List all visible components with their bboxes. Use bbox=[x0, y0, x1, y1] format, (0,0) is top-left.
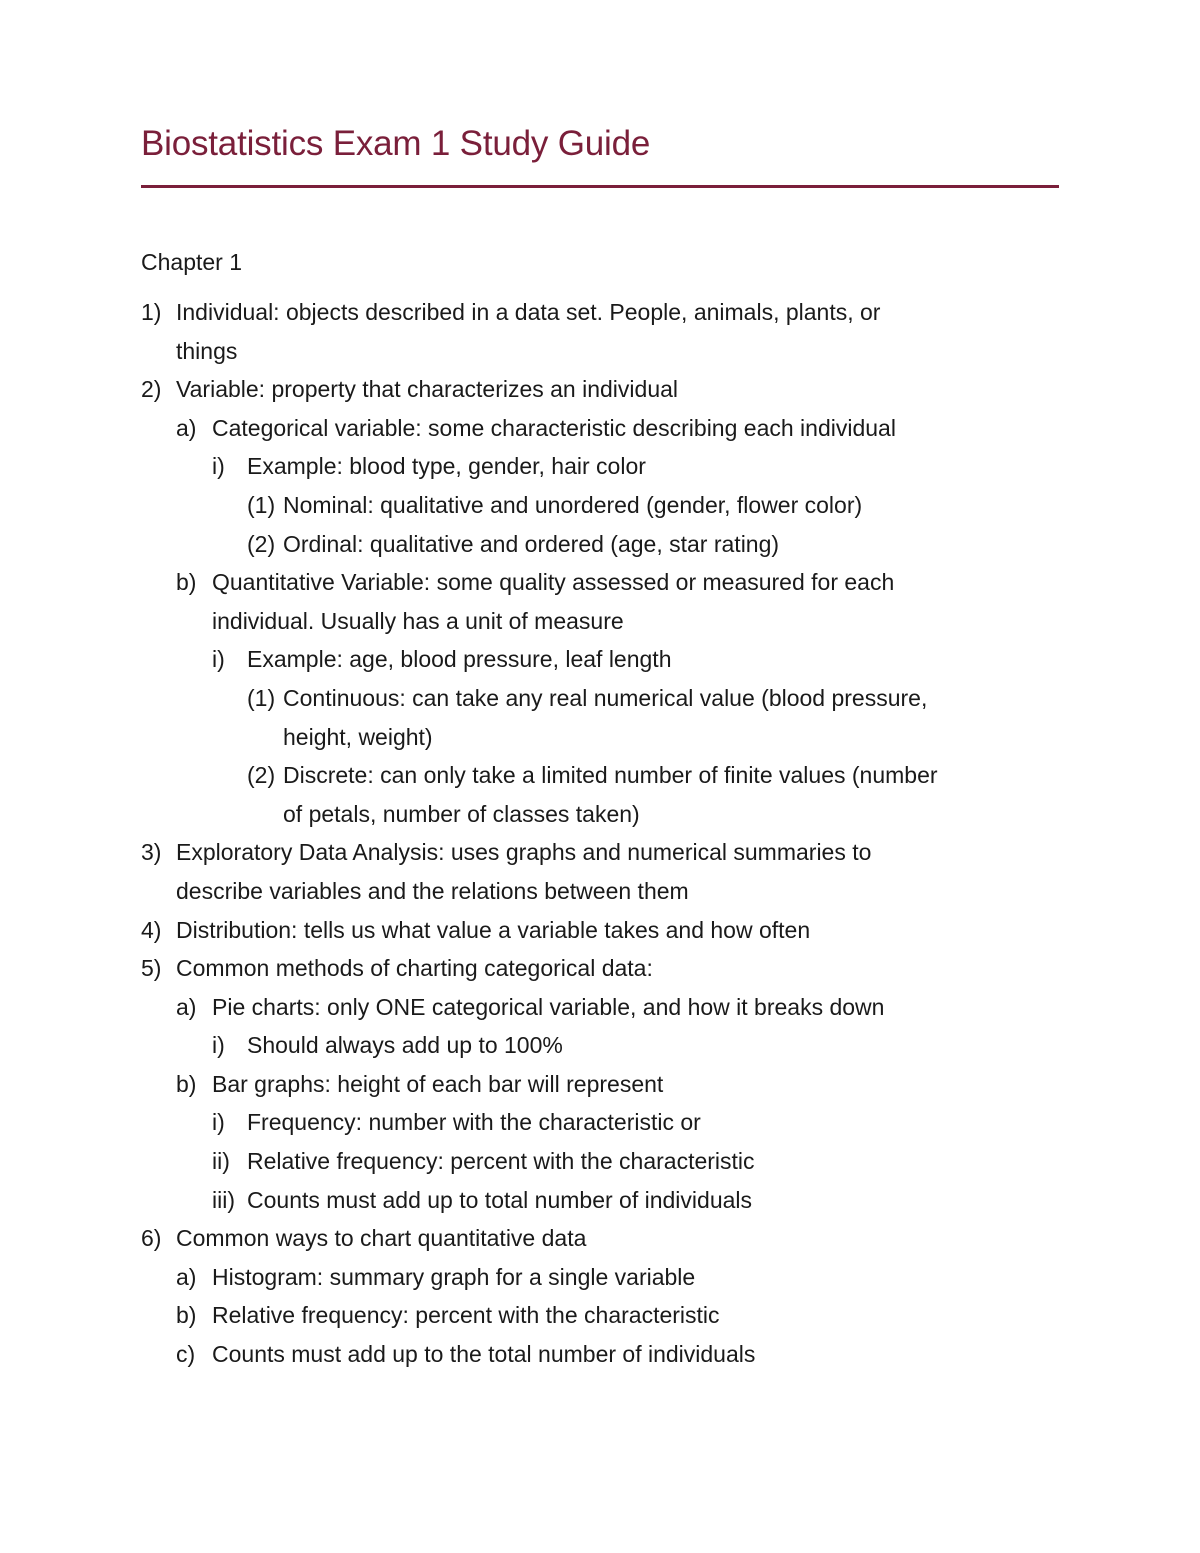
outline-marker: c) bbox=[176, 1341, 196, 1368]
outline-text: Variable: property that characterizes an individual bbox=[176, 376, 679, 403]
outline-marker: b) bbox=[176, 569, 197, 596]
outline-line bbox=[141, 563, 1071, 602]
outline-line bbox=[141, 1296, 1071, 1335]
outline-line bbox=[141, 1142, 1071, 1181]
outline-marker: 2) bbox=[141, 376, 162, 403]
outline-text: Nominal: qualitative and unordered (gender, flower color) bbox=[283, 491, 863, 518]
outline-text: Distribution: tells us what value a variable takes and how often bbox=[176, 916, 811, 943]
outline-text: Histogram: summary graph for a single variable bbox=[212, 1263, 696, 1290]
outline-marker: 6) bbox=[141, 1225, 162, 1252]
chapter-heading: Chapter 1 bbox=[141, 249, 243, 275]
outline-text: Exploratory Data Analysis: uses graphs and numerical summaries to bbox=[176, 839, 872, 866]
outline-line bbox=[141, 833, 1071, 872]
outline-marker: b) bbox=[176, 1070, 197, 1097]
study-outline bbox=[141, 293, 1071, 1374]
outline-line bbox=[141, 486, 1071, 525]
outline-line bbox=[141, 640, 1071, 679]
outline-marker: (2) bbox=[247, 530, 276, 557]
outline-marker: i) bbox=[212, 453, 225, 480]
outline-text: individual. Usually has a unit of measure bbox=[212, 607, 624, 634]
outline-text: Ordinal: qualitative and ordered (age, star rating) bbox=[283, 530, 780, 557]
outline-line bbox=[141, 795, 1071, 834]
outline-text: Example: age, blood pressure, leaf length bbox=[247, 646, 672, 673]
outline-marker: ii) bbox=[212, 1148, 230, 1175]
title-divider bbox=[141, 185, 1059, 188]
outline-marker: 4) bbox=[141, 916, 162, 943]
outline-line bbox=[141, 332, 1071, 371]
outline-line bbox=[141, 1065, 1071, 1104]
outline-text: describe variables and the relations between them bbox=[176, 877, 689, 904]
outline-line bbox=[141, 1335, 1071, 1374]
outline-line bbox=[141, 447, 1071, 486]
outline-text: Quantitative Variable: some quality assessed or measured for each bbox=[212, 569, 895, 596]
outline-line bbox=[141, 756, 1071, 795]
outline-marker: i) bbox=[212, 1032, 225, 1059]
outline-text: Categorical variable: some characteristic describing each individual bbox=[212, 414, 896, 441]
outline-text: Common ways to chart quantitative data bbox=[176, 1225, 587, 1252]
outline-text: Pie charts: only ONE categorical variable, and how it breaks down bbox=[212, 993, 885, 1020]
outline-marker: 3) bbox=[141, 839, 162, 866]
outline-line bbox=[141, 1026, 1071, 1065]
outline-marker: 1) bbox=[141, 299, 162, 325]
outline-line bbox=[141, 718, 1071, 757]
outline-text: Should always add up to 100% bbox=[247, 1032, 563, 1059]
outline-text: Relative frequency: percent with the characteristic bbox=[247, 1148, 755, 1175]
outline-text: Individual: objects described in a data set. People, animals, plants, or bbox=[176, 299, 881, 325]
outline-text: height, weight) bbox=[283, 723, 433, 750]
outline-text: of petals, number of classes taken) bbox=[283, 800, 640, 827]
outline-line bbox=[141, 1103, 1071, 1142]
outline-line bbox=[141, 1258, 1071, 1297]
outline-line bbox=[141, 911, 1071, 950]
outline-marker: a) bbox=[176, 1263, 197, 1290]
outline-text: Discrete: can only take a limited number of finite values (number bbox=[283, 762, 938, 789]
outline-line bbox=[141, 949, 1071, 988]
outline-marker: i) bbox=[212, 646, 225, 673]
outline-marker: i) bbox=[212, 1109, 225, 1136]
page-title: Biostatistics Exam 1 Study Guide bbox=[141, 124, 651, 163]
outline-text: Frequency: number with the characteristic or bbox=[247, 1109, 701, 1136]
outline-marker: (1) bbox=[247, 491, 276, 518]
outline-marker: (2) bbox=[247, 762, 276, 789]
outline-marker: (1) bbox=[247, 684, 276, 711]
outline-line bbox=[141, 602, 1071, 641]
outline-marker: iii) bbox=[212, 1186, 235, 1213]
outline-line bbox=[141, 525, 1071, 564]
outline-line bbox=[141, 1181, 1071, 1220]
outline-text: Continuous: can take any real numerical value (blood pressure, bbox=[283, 684, 928, 711]
outline-line bbox=[141, 293, 1071, 332]
outline-marker: 5) bbox=[141, 955, 162, 982]
outline-text: Bar graphs: height of each bar will represent bbox=[212, 1070, 664, 1097]
outline-text: Counts must add up to total number of individuals bbox=[247, 1186, 753, 1213]
outline-marker: b) bbox=[176, 1302, 197, 1329]
outline-marker: a) bbox=[176, 414, 197, 441]
outline-text: Relative frequency: percent with the characteristic bbox=[212, 1302, 720, 1329]
outline-line bbox=[141, 1219, 1071, 1258]
outline-line bbox=[141, 872, 1071, 911]
outline-text: Common methods of charting categorical data: bbox=[176, 955, 653, 982]
outline-line bbox=[141, 409, 1071, 448]
outline-text: things bbox=[176, 337, 238, 364]
outline-text: Example: blood type, gender, hair color bbox=[247, 453, 646, 480]
outline-marker: a) bbox=[176, 993, 197, 1020]
outline-line bbox=[141, 679, 1071, 718]
outline-line bbox=[141, 988, 1071, 1027]
outline-text: Counts must add up to the total number of individuals bbox=[212, 1341, 756, 1368]
outline-line bbox=[141, 370, 1071, 409]
